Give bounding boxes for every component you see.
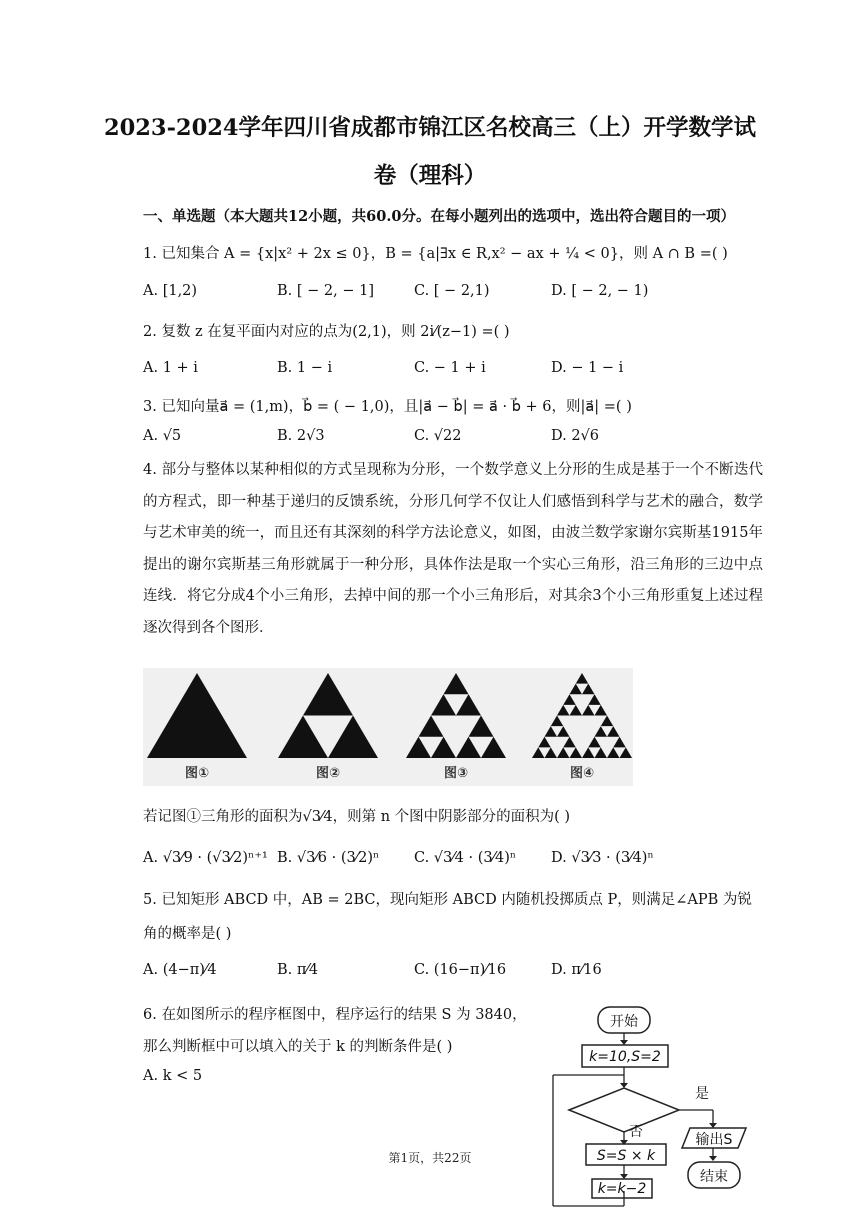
q1-option-d: D. [ − 2, − 1): [551, 283, 649, 299]
q4-option-b: B. √3⁄6 · (3⁄2)ⁿ: [277, 850, 380, 866]
figure-1-caption: 图①: [184, 766, 210, 781]
flowchart-decrement-label: k=k−2: [597, 1181, 647, 1197]
question-4-stem: 若记图①三角形的面积为√3⁄4，则第 n 个图中阴影部分的面积为( ): [143, 809, 571, 825]
q1-option-a: A. [1,2): [143, 283, 198, 299]
q5-option-a: A. (4−π)⁄4: [143, 962, 217, 978]
page-title-line-1: 2023-2024学年四川省成都市锦江区名校高三（上）开学数学试: [103, 115, 757, 141]
flowchart-decision-diamond: [569, 1088, 679, 1132]
q5-option-d: D. π⁄16: [551, 962, 602, 978]
flowchart-output-label: 输出S: [695, 1132, 733, 1148]
q4-option-d: D. √3⁄3 · (3⁄4)ⁿ: [551, 850, 654, 866]
question-4-paragraph: 4. 部分与整体以某种相似的方式呈现称为分形，一个数学意义上分形的生成是基于一个不断迭代的方程式，即一种基于递归的反馈系统，分形几何学不仅让人们感悟到科学与艺术的融合，数学与艺术审美的统一，而且还有其深刻的科学方法论意义，如图，由波兰数学家谢尔宾斯基1915年提出的谢尔宾斯基三角形就属于一种分形，具体作法是取一个实心三角形，沿三角形的三边中点连线．将它分成4个小三角形，去掉中间的那一个小三角形后，对其余3个小三角形重复上述过程逐次得到各个图形．: [143, 462, 763, 636]
q4-option-c: C. √3⁄4 · (3⁄4)ⁿ: [414, 850, 517, 866]
q3-option-a: A. √5: [143, 428, 182, 444]
q5-option-c: C. (16−π)⁄16: [414, 962, 507, 978]
question-6-stem-line-2: 那么判断框中可以填入的关于 k 的判断条件是( ): [143, 1039, 453, 1055]
question-5-stem-line-2: 角的概率是( ): [143, 926, 232, 942]
page-title-line-2: 卷（理科）: [373, 163, 487, 189]
figure-2-caption: 图②: [315, 766, 341, 781]
q3-option-c: C. √22: [414, 428, 462, 444]
flowchart-multiply-label: S=S × k: [596, 1148, 656, 1164]
sierpinski-figure: [143, 668, 633, 786]
page-footer: 第1页，共22页: [388, 1151, 472, 1165]
figure-4-caption: 图④: [569, 766, 595, 781]
q1-option-b: B. [ − 2, − 1]: [277, 283, 374, 299]
q3-option-d: D. 2√6: [551, 428, 600, 444]
figure-3-caption: 图③: [443, 766, 469, 781]
section-heading: 一、单选题（本大题共12小题，共60.0分。在每小题列出的选项中，选出符合题目的一项）: [143, 208, 735, 225]
flowchart-start-label: 开始: [610, 1014, 638, 1030]
question-1-stem: 1. 已知集合 A = {x|x² + 2x ≤ 0}，B = {a|∃x ∈ R,x² − ax + ¼ < 0}，则 A ∩ B =( ): [143, 246, 728, 262]
q2-option-c: C. − 1 + i: [414, 360, 486, 376]
q2-option-a: A. 1 + i: [143, 360, 198, 376]
question-5-stem-line-1: 5. 已知矩形 ABCD 中，AB = 2BC，现向矩形 ABCD 内随机投掷质点 P，则满足∠APB 为锐: [143, 892, 752, 908]
q4-option-a: A. √3⁄9 · (√3⁄2)ⁿ⁺¹: [143, 850, 268, 866]
q1-option-c: C. [ − 2,1): [414, 283, 490, 299]
flowchart-no-label: 否: [629, 1124, 643, 1140]
q5-option-b: B. π⁄4: [277, 962, 319, 978]
flowchart-yes-label: 是: [695, 1086, 709, 1102]
question-6-stem-line-1: 6. 在如图所示的程序框图中，程序运行的结果 S 为 3840，: [143, 1007, 527, 1023]
flowchart-end-label: 结束: [700, 1169, 728, 1185]
q2-option-d: D. − 1 − i: [551, 360, 624, 376]
question-3-stem: 3. 已知向量a⃗ = (1,m)，b⃗ = ( − 1,0)，且|a⃗ − b⃗| = a⃗ · b⃗ + 6，则|a⃗| =( ): [143, 399, 632, 415]
question-2-stem: 2. 复数 z 在复平面内对应的点为(2,1)，则 2i⁄(z−1) =( ): [143, 324, 510, 340]
q6-option-a: A. k < 5: [143, 1068, 203, 1084]
flowchart-init-label: k=10,S=2: [589, 1049, 661, 1065]
q3-option-b: B. 2√3: [277, 428, 325, 444]
program-flowchart: [548, 1005, 758, 1210]
q2-option-b: B. 1 − i: [277, 360, 333, 376]
